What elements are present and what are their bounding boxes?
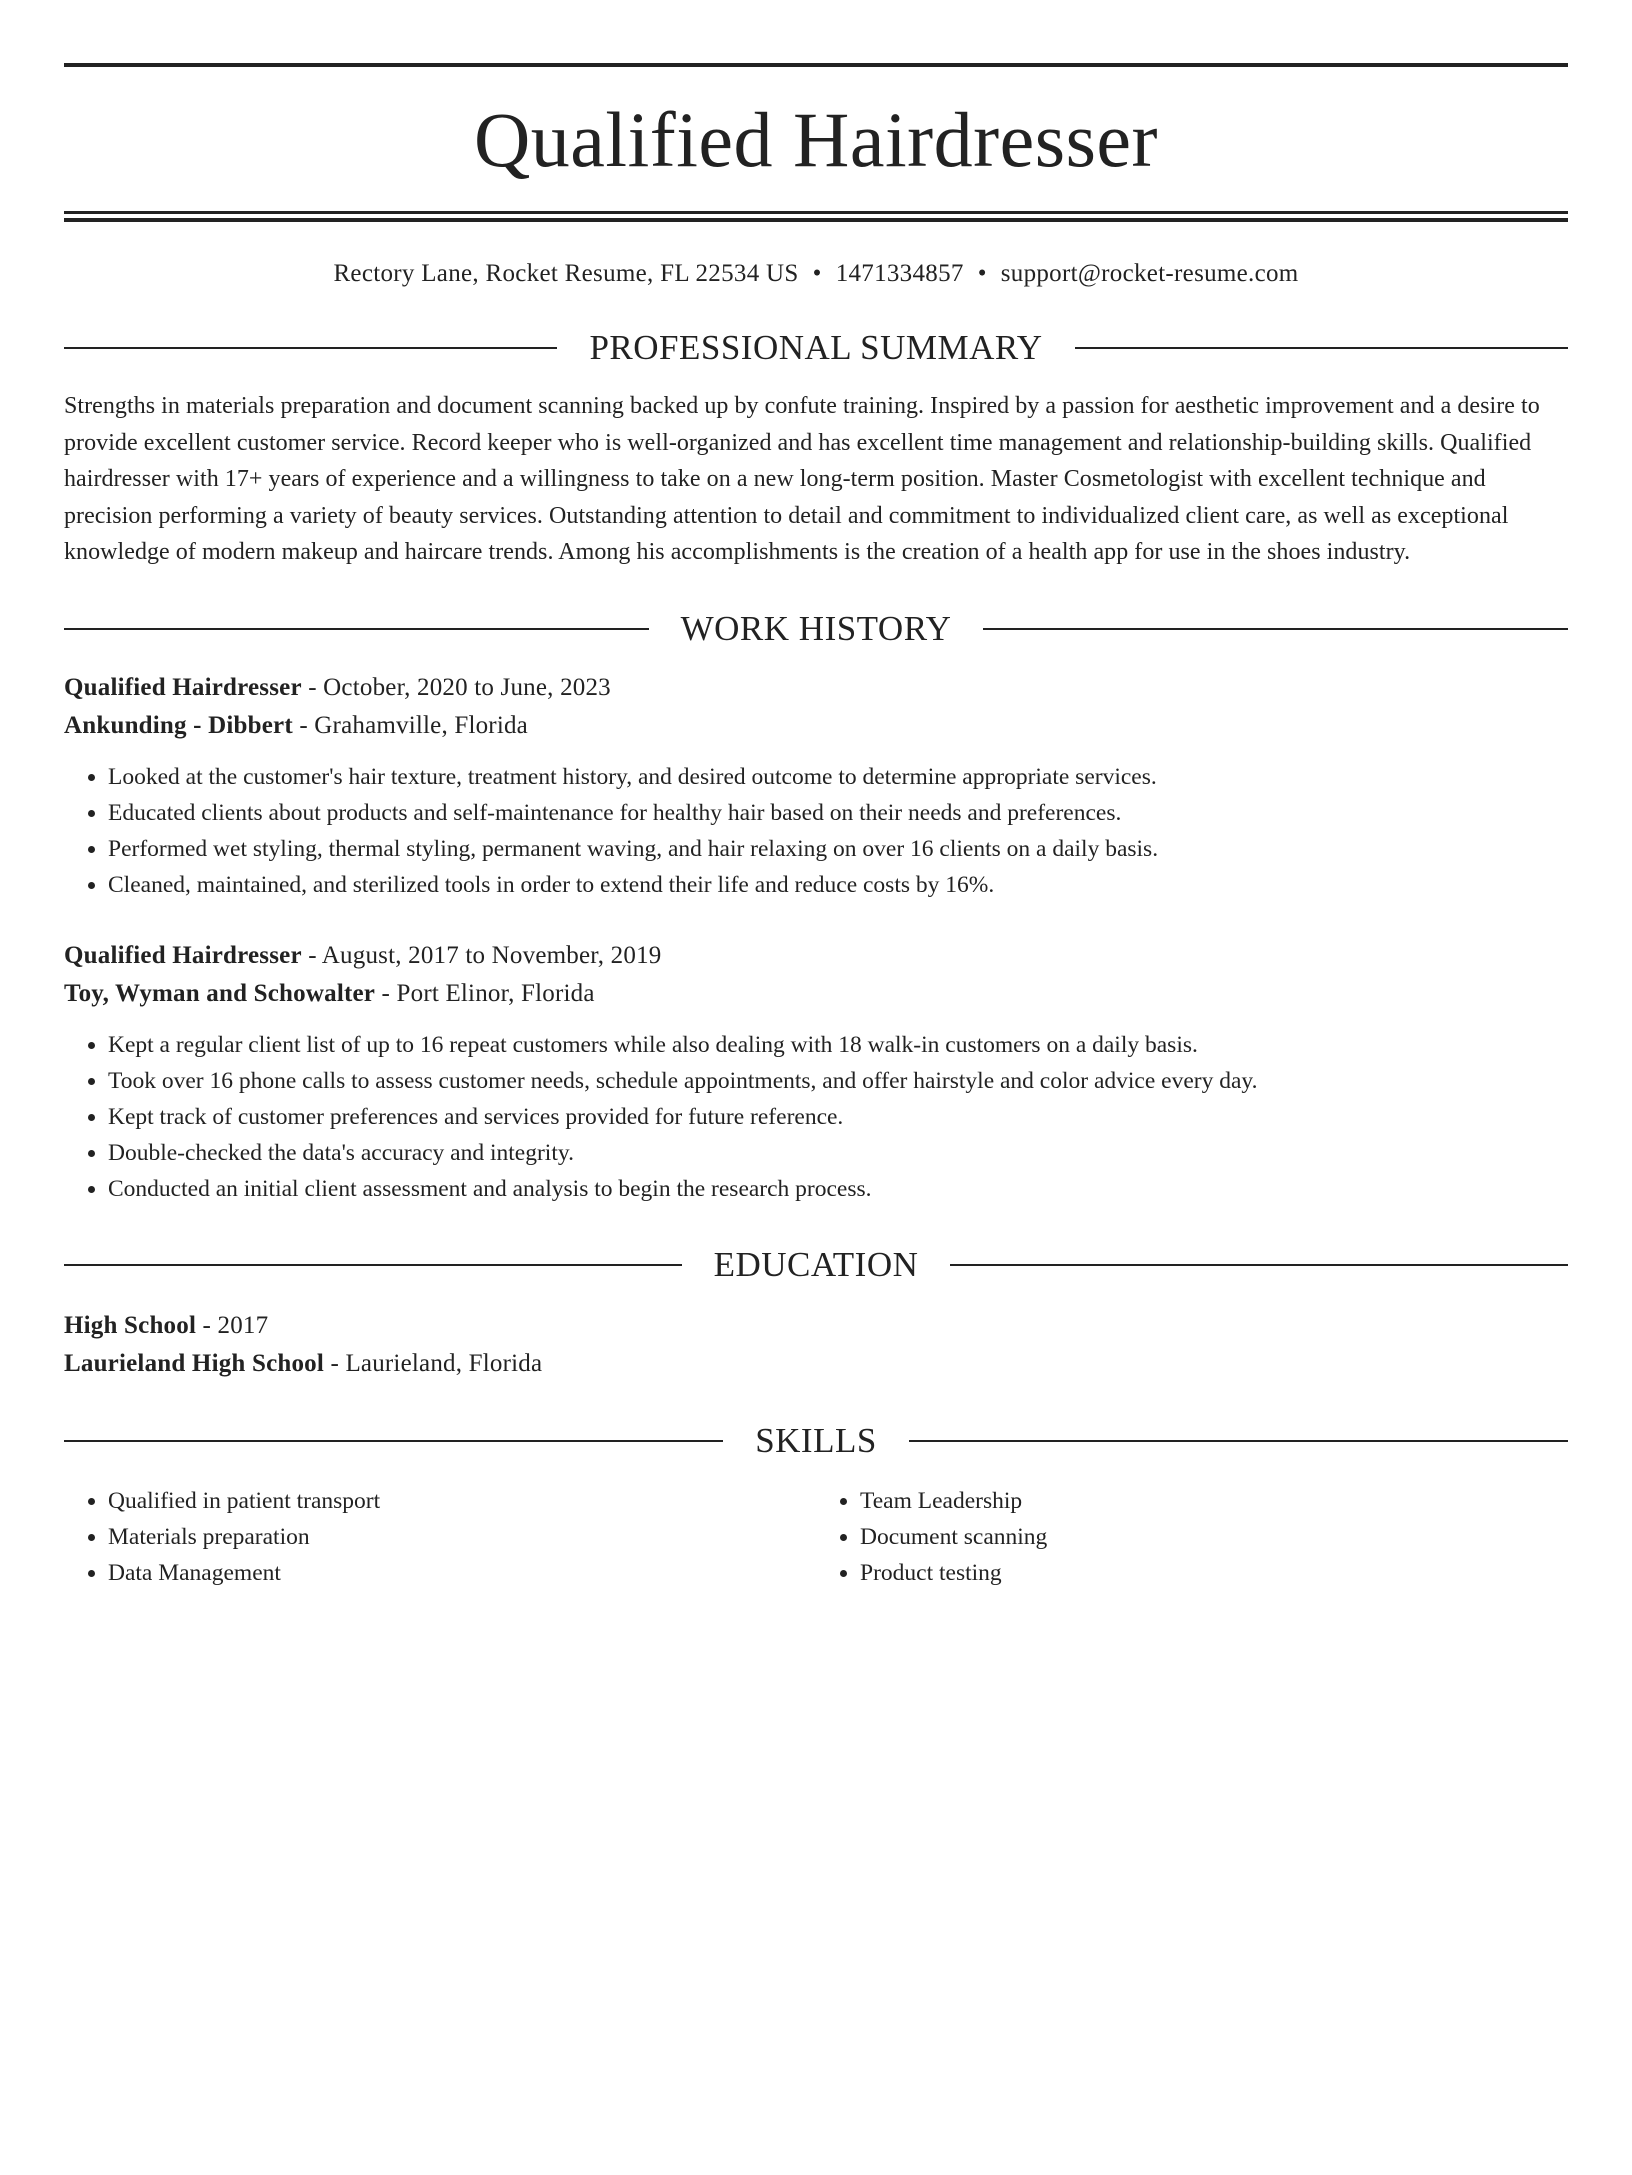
job-bullet: • Double-checked the data's accuracy and integrity. [108, 1135, 1568, 1171]
job-bullet: • Educated clients about products and self-maintenance for healthy hair based on their needs and preferences. [108, 795, 1568, 831]
job-role: Qualified Hairdresser [64, 941, 302, 969]
job-location: - Grahamville, Florida [292, 711, 528, 739]
job-role: Qualified Hairdresser [64, 673, 302, 701]
education-year: - 2017 [196, 1311, 269, 1339]
heading-rule-left [64, 1264, 682, 1266]
job-bullet: • Kept a regular client list of up to 16 repeat customers while also dealing with 18 walk-in customers on a daily basis. [108, 1027, 1568, 1063]
job-bullets [64, 759, 1568, 903]
job-bullet: • Kept track of customer preferences and services provided for future reference. [108, 1099, 1568, 1135]
heading-rule-left [64, 1440, 723, 1442]
candidate-name: Qualified Hairdresser [473, 96, 1159, 183]
work-title: WORK HISTORY [680, 608, 952, 648]
skills-list-left [64, 1483, 816, 1591]
job-bullets [64, 1027, 1568, 1207]
job-bullet: • Cleaned, maintained, and sterilized tools in order to extend their life and reduce costs by 16%. [108, 867, 1568, 903]
skills-columns [64, 1483, 1568, 1591]
resume-page [0, 63, 1632, 2175]
heading-rule-left [64, 628, 649, 630]
job-company: Toy, Wyman and Schowalter [64, 979, 376, 1007]
heading-rule-right [909, 1440, 1568, 1442]
skill-item: • Qualified in patient transport [108, 1483, 816, 1519]
job-bullet: • Looked at the customer's hair texture, treatment history, and desired outcome to determine appropriate services. [108, 759, 1568, 795]
education-degree: High School [64, 1311, 197, 1339]
job-entry [64, 669, 1568, 903]
work-section-heading [64, 609, 1568, 649]
contact-email: support@rocket-resume.com [1000, 260, 1299, 287]
contact-address: Rectory Lane, Rocket Resume, FL 22534 US [333, 260, 799, 287]
education-title: EDUCATION [713, 1244, 919, 1284]
skills-title: SKILLS [755, 1420, 877, 1460]
skill-item: • Materials preparation [108, 1519, 816, 1555]
summary-text: Strengths in materials preparation and document scanning backed up by confute training. Inspired by a passion for aesthetic improvement and a desire to provide excellent customer service. Record keeper who is well-organized and has excellent time management and relationship-building skills. Qualified hairdresser with 17+ years of experience and a willingness to take on a new long-term position. Master Cosmetologist with excellent technique and precision performing a variety of beauty services. Outstanding attention to detail and commitment to individualized client care, as well as exceptional knowledge of modern makeup and haircare trends. Among his accomplishments is the creation of a health app for use in the shoes industry. [64, 393, 1540, 565]
job-dates: - October, 2020 to June, 2023 [301, 673, 611, 701]
education-school-line [64, 1345, 1568, 1383]
heading-rule-left [64, 347, 557, 349]
double-rule [64, 211, 1568, 222]
contact-line [64, 258, 1568, 290]
contact-phone: 1471334857 [835, 260, 964, 287]
education-school: Laurieland High School [64, 1349, 325, 1377]
heading-rule-right [950, 1264, 1568, 1266]
contact-separator: • [812, 260, 822, 287]
heading-rule-right [1075, 347, 1568, 349]
job-bullet: • Took over 16 phone calls to assess customer needs, schedule appointments, and offer hairstyle and color advice every day. [108, 1063, 1568, 1099]
top-rule [64, 63, 1568, 67]
education-location: - Laurieland, Florida [324, 1349, 543, 1377]
skill-item: • Document scanning [860, 1519, 1568, 1555]
skill-item: • Team Leadership [860, 1483, 1568, 1519]
job-role-line [64, 937, 1568, 975]
skills-list-right [816, 1483, 1568, 1591]
job-entry [64, 937, 1568, 1207]
job-company: Ankunding - Dibbert [64, 711, 293, 739]
skills-section-heading [64, 1421, 1568, 1461]
summary-section-heading [64, 328, 1568, 368]
contact-separator: • [977, 260, 987, 287]
heading-rule-right [983, 628, 1568, 630]
education-section-heading [64, 1245, 1568, 1285]
education-entry [64, 1307, 1568, 1383]
job-bullet: • Conducted an initial client assessment and analysis to begin the research process. [108, 1171, 1568, 1207]
job-dates: - August, 2017 to November, 2019 [301, 941, 662, 969]
education-degree-line [64, 1307, 1568, 1345]
skill-item: • Product testing [860, 1555, 1568, 1591]
summary-title: PROFESSIONAL SUMMARY [589, 328, 1043, 367]
job-company-line [64, 707, 1568, 745]
job-bullet: • Performed wet styling, thermal styling, permanent waving, and hair relaxing on over 16 clients on a daily basis. [108, 831, 1568, 867]
skill-item: • Data Management [108, 1555, 816, 1591]
job-location: - Port Elinor, Florida [375, 979, 595, 1007]
job-company-line [64, 975, 1568, 1013]
job-role-line [64, 669, 1568, 707]
